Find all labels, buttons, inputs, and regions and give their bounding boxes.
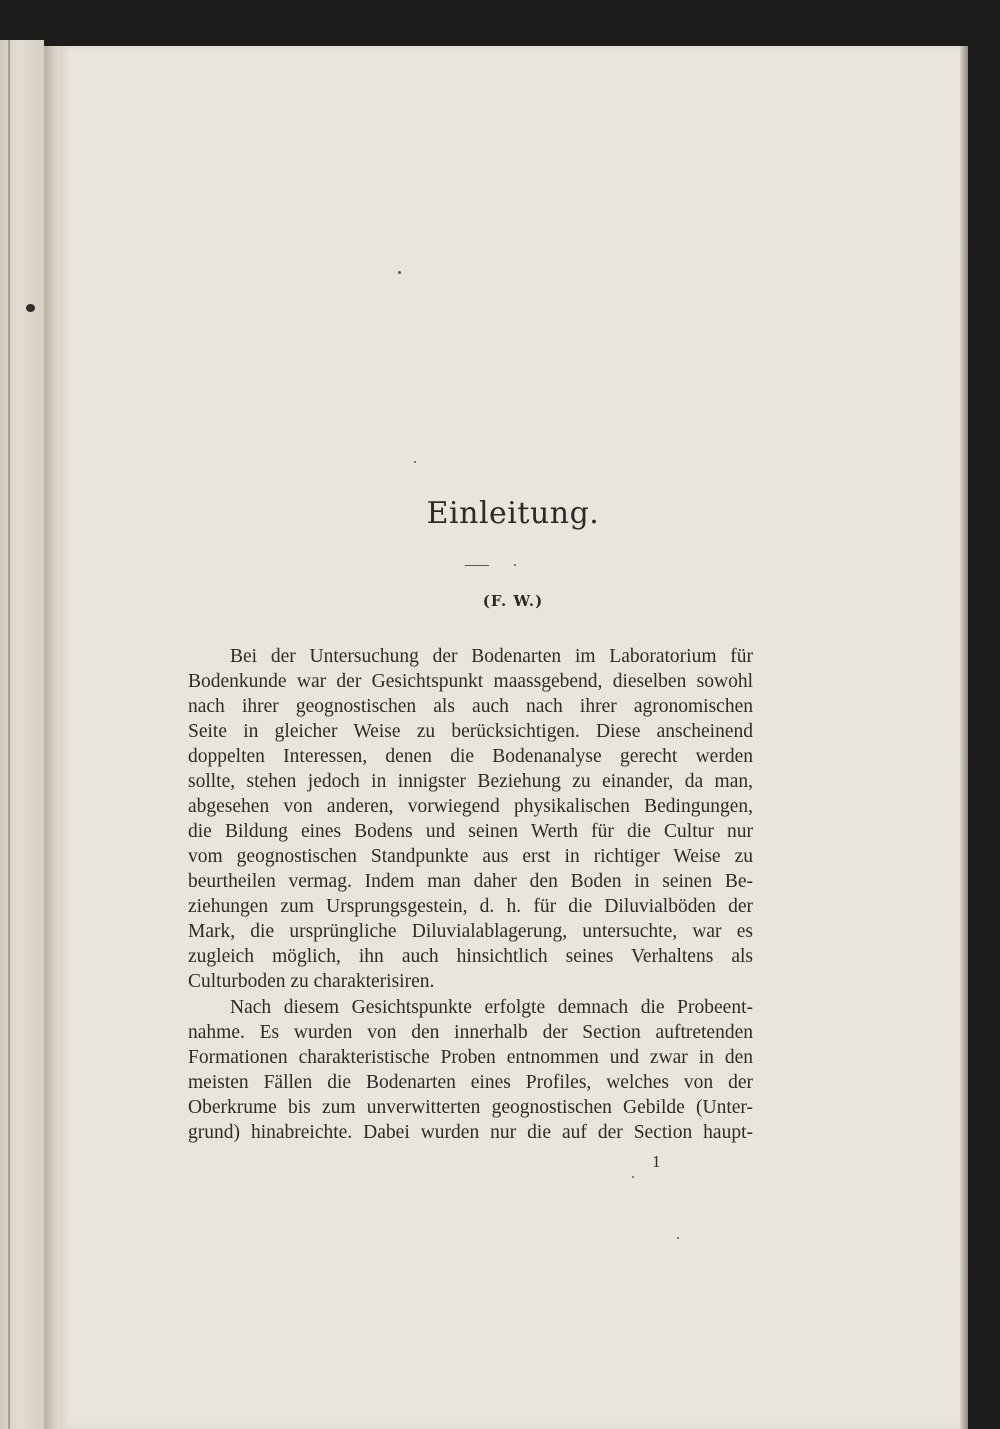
text-line: Mark, die ursprüngliche Diluvialablagerung, untersuchte, war es	[188, 921, 753, 942]
text-line: die Bildung eines Bodens und seinen Werth für die Cultur nur	[188, 821, 753, 842]
text-line: ziehungen zum Ursprungsgestein, d. h. für die Diluvialböden der	[188, 896, 753, 917]
paper-speck	[398, 271, 401, 274]
page-edge-shadow	[960, 46, 968, 1429]
paper-speck	[514, 564, 516, 566]
text-line: Nach diesem Gesichtspunkte erfolgte demnach die Probeent-	[230, 997, 753, 1018]
page-number: 1	[652, 1152, 661, 1171]
left-page-border	[8, 40, 10, 1429]
text-line: zugleich möglich, ihn auch hinsichtlich seines Verhaltens als	[188, 946, 753, 967]
text-line: meisten Fällen die Bodenarten eines Profiles, welches von der	[188, 1072, 753, 1093]
text-line: Seite in gleicher Weise zu berücksichtigen. Diese anscheinend	[188, 721, 753, 742]
text-line: Bei der Untersuchung der Bodenarten im Laboratorium für	[230, 646, 753, 667]
text-line: grund) hinabreichte. Dabei wurden nur die auf der Section haupt-	[188, 1122, 753, 1143]
paper-speck	[677, 1237, 679, 1239]
title-divider	[465, 565, 489, 566]
paper-speck	[414, 461, 416, 463]
chapter-title: Einleitung.	[426, 496, 600, 531]
text-line: Formationen charakteristische Proben entnommen und zwar in den	[188, 1047, 753, 1068]
paper-speck	[632, 1176, 634, 1178]
author-initials: (F. W.)	[482, 592, 544, 610]
text-line: Oberkrume bis zum unverwitterten geognostischen Gebilde (Unter-	[188, 1097, 753, 1118]
text-line: nahme. Es wurden von den innerhalb der Section auftretenden	[188, 1022, 753, 1043]
text-line: vom geognostischen Standpunkte aus erst in richtiger Weise zu	[188, 846, 753, 867]
text-line: beurtheilen vermag. Indem man daher den Boden in seinen Be-	[188, 871, 753, 892]
text-line: Culturboden zu charakterisiren.	[188, 971, 435, 992]
text-line: Bodenkunde war der Gesichtspunkt maassgebend, dieselben sowohl	[188, 671, 753, 692]
text-line: doppelten Interessen, denen die Bodenanalyse gerecht werden	[188, 746, 753, 767]
left-page-edge	[0, 40, 44, 1429]
paper-speck	[26, 304, 35, 312]
text-line: nach ihrer geognostischen als auch nach ihrer agronomischen	[188, 696, 753, 717]
text-line: sollte, stehen jedoch in innigster Beziehung zu einander, da man,	[188, 771, 753, 792]
text-line: abgesehen von anderen, vorwiegend physikalischen Bedingungen,	[188, 796, 753, 817]
